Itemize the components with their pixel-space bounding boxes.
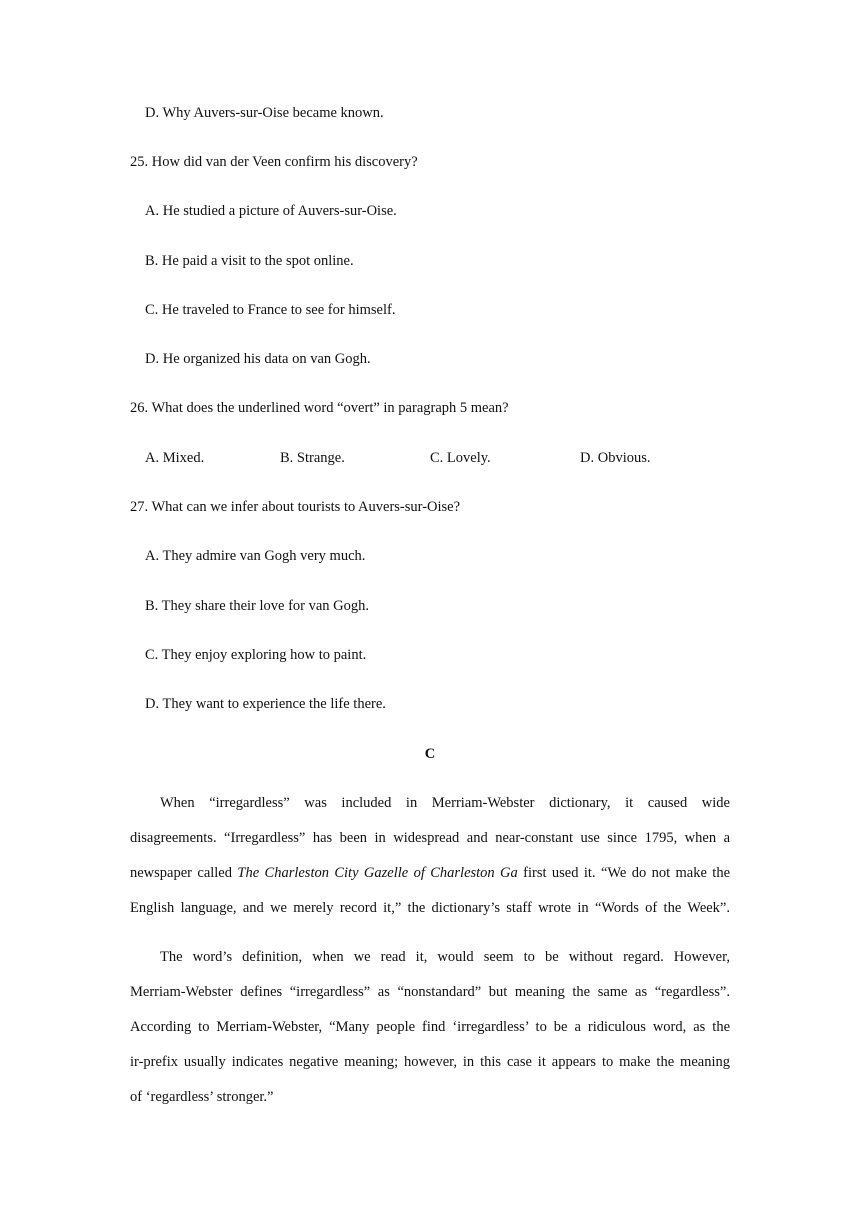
- paragraph-1-line-1: When “irregardless” was included in Merriam-Webster dictionary, it caused wide: [160, 795, 730, 811]
- q27-option-d: D. They want to experience the life there.: [145, 696, 386, 712]
- section-c-paragraph-1: [130, 786, 730, 926]
- q26-option-b: B. Strange.: [280, 450, 345, 466]
- paragraph-2-line-5: of ‘regardless’ stronger.”: [130, 1089, 274, 1105]
- q26-option-a: A. Mixed.: [145, 450, 205, 466]
- q27-question: 27. What can we infer about tourists to Auvers-sur-Oise?: [130, 499, 461, 515]
- q26-option-c: C. Lovely.: [430, 450, 491, 466]
- paragraph-2-line-4: ir-prefix usually indicates negative meaning; however, in this case it appears to make the meaning: [130, 1054, 730, 1070]
- paragraph-2-line-2: Merriam-Webster defines “irregardless” as “nonstandard” but meaning the same as “regardless”.: [130, 984, 730, 1000]
- section-c-title: C: [424, 746, 436, 762]
- paragraph-1-line-2: disagreements. “Irregardless” has been in widespread and near-constant use since 1795, when a: [130, 830, 730, 846]
- section-c-paragraph-2: [130, 940, 730, 1115]
- q25-option-c: C. He traveled to France to see for himself.: [145, 302, 396, 318]
- newspaper-title: The Charleston City Gazelle of Charleston Ga: [237, 865, 518, 881]
- q26-option-d: D. Obvious.: [580, 450, 651, 466]
- q26-question: 26. What does the underlined word “overt” in paragraph 5 mean?: [130, 400, 509, 416]
- q27-option-a: A. They admire van Gogh very much.: [145, 548, 366, 564]
- q25-option-a: A. He studied a picture of Auvers-sur-Oise.: [145, 203, 397, 219]
- paragraph-2-line-1: The word’s definition, when we read it, would seem to be without regard. However,: [160, 949, 730, 965]
- paragraph-1-line-3: newspaper called The Charleston City Gazelle of Charleston Ga first used it. “We do not make the: [130, 865, 731, 881]
- paragraph-2-line-3: According to Merriam-Webster, “Many people find ‘irregardless’ to be a ridiculous word, as the: [130, 1019, 730, 1035]
- q25-question: 25. How did van der Veen confirm his discovery?: [130, 154, 418, 170]
- q27-option-b: B. They share their love for van Gogh.: [145, 598, 370, 614]
- q25-option-d: D. He organized his data on van Gogh.: [145, 351, 371, 367]
- q27-option-c: C. They enjoy exploring how to paint.: [145, 647, 367, 663]
- q25-option-b: B. He paid a visit to the spot online.: [145, 253, 354, 269]
- paragraph-1-line-4: English language, and we merely record it,” the dictionary’s staff wrote in “Words of the Week”.: [130, 900, 730, 916]
- q24-option-d: D. Why Auvers-sur-Oise became known.: [145, 105, 384, 121]
